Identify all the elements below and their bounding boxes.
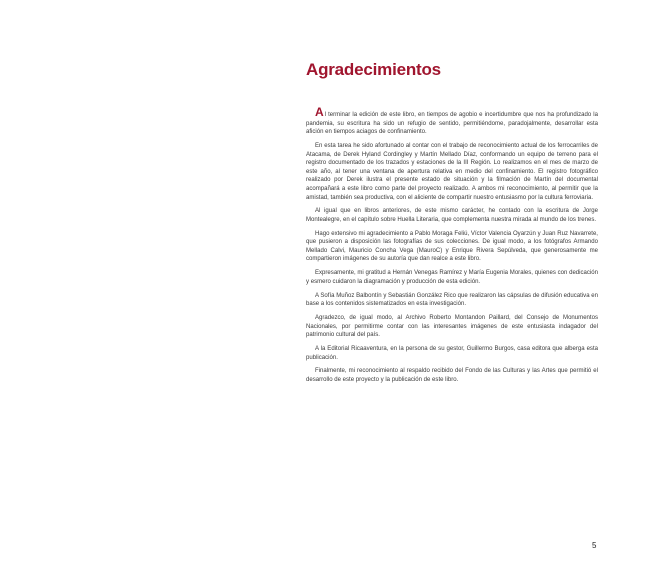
dropcap-letter: A (315, 105, 324, 119)
paragraph-7: Agradezco, de igual modo, al Archivo Roberto Montandon Paillard, del Consejo de Monumentos Nacionales, por permitirme contar con las interesantes imágenes de este entusiasta indagador del patrimonio cultural del país. (306, 315, 598, 339)
paragraph-5: Expresamente, mi gratitud a Hernán Venegas Ramírez y María Eugenia Morales, quienes con dedicación y esmero cuidaron la diagramación y producción de esta edición. (306, 270, 598, 285)
paragraph-4: Hago extensivo mi agradecimiento a Pablo Moraga Feliú, Víctor Valencia Oyarzún y Juan Ruz Navarrete, que pusieron a disposición las fotografías de sus colecciones. De igual modo, a los fotógrafos Armando Mellado Calvi, Mauricio Concha Vega (MauroC) y Enrique Rivera Sepúlveda, que generosamente me compartieron imágenes de su autoría que dan realce a este libro. (306, 230, 598, 263)
acknowledgements-body (306, 105, 598, 390)
paragraph-8: A la Editorial Ricaaventura, en la persona de su gestor, Guillermo Burgos, casa editora que alberga esta publicación. (306, 345, 598, 361)
paragraph-3: Al igual que en libros anteriores, de este mismo carácter, he contado con la escritura de Jorge Montealegre, en el capítulo sobre Huella Literaria, que complementa nuestra mirada al mundo de los trenes. (306, 208, 598, 223)
paragraph-6: A Sofía Muñoz Balbontín y Sebastián González Rico que realizaron las cápsulas de difusión educativa en base a los contenidos sistematizados en esta investigación. (306, 292, 598, 308)
paragraph-1-text: l terminar la edición de este libro, en tiempos de agobio e incertidumbre que nos ha profundizado la pandemia, su escritura ha sido un refugio de sentido, permitiéndome, paradojalmente, desarrollar esta afición en tiempos aciagos de confinamiento. (306, 112, 598, 136)
paragraph-1 (306, 105, 598, 137)
paragraph-2: En esta tarea he sido afortunado al contar con el trabajo de reconocimiento actual de los ferrocarriles de Atacama, de Derek Hyland Cordingley y Martín Mellado Díaz, conformando un equipo de terreno para el registro documentado de los trazados y estaciones de la III Región. Lo realizamos en el mes de marzo de este año, al tener una ventana de apertura relativa en medio del confinamiento. El registro fotográfico realizado por Derek ilustra el presente estado de situación y la filmación de Martín del documental acompañará a este libro como parte del proyecto realizado. A ambos mi reconocimiento, al permitir que la amistad, también sea productiva, con el aliciente de compartir nuestro entusiasmo por la cultura ferroviaria. (306, 142, 598, 201)
page-number: 5 (592, 541, 597, 550)
paragraph-9: Finalmente, mi reconocimiento al respaldo recibido del Fondo de las Culturas y las Artes que permitió el desarrollo de este proyecto y la publicación de este libro. (306, 368, 598, 383)
page-title: Agradecimientos (306, 60, 441, 79)
